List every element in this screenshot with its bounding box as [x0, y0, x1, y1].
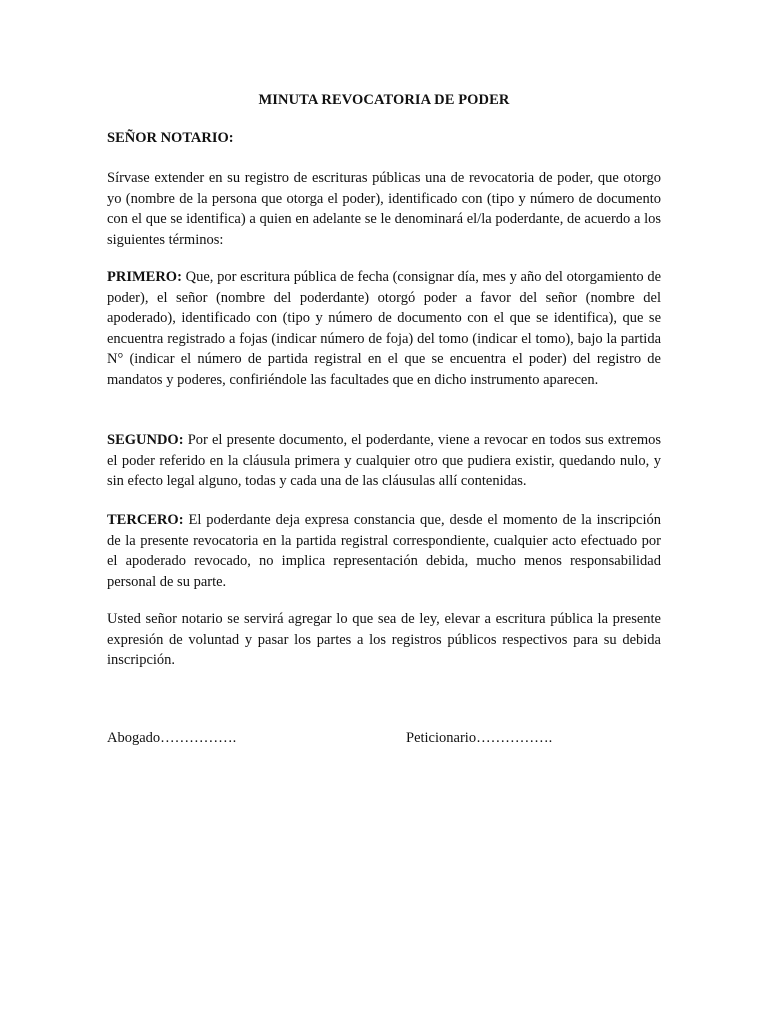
closing-paragraph — [107, 609, 661, 671]
clause-segundo — [107, 430, 661, 492]
clause-segundo-text: Por el presente documento, el poderdante, viene a revocar en todos sus extremos el poder referido en la cláusula primera y cualquier otro que pudiera existir, quedando nulo, y sin efecto legal alguno, todas y cada una de las cláusulas allí contenidas. — [107, 432, 661, 489]
clause-tercero-lead: TERCERO: — [107, 512, 184, 528]
intro-text: Sírvase extender en su registro de escrituras públicas una de revocatoria de poder, que otorgo yo (nombre de la persona que otorga el poder), identificado con (tipo y número de documento con el que se identifica) a quien en adelante se le denominará el/la poderdante, de acuerdo a los siguientes términos: — [107, 170, 661, 248]
closing-text: Usted señor notario se servirá agregar lo que sea de ley, elevar a escritura pública la presente expresión de voluntad y pasar los partes a los registros públicos respectivos para su debida inscripción. — [107, 611, 661, 668]
clause-tercero-text: El poderdante deja expresa constancia que, desde el momento de la inscripción de la presente revocatoria en la partida registral correspondiente, cualquier acto efectuado por el apoderado revocado, no implica representación debida, mucho menos responsabilidad personal de su parte. — [107, 512, 661, 590]
clause-primero — [107, 267, 661, 390]
addressee-heading: SEÑOR NOTARIO: — [107, 130, 234, 146]
document-title: MINUTA REVOCATORIA DE PODER — [258, 92, 510, 108]
intro-paragraph — [107, 168, 661, 250]
clause-primero-lead: PRIMERO: — [107, 269, 182, 285]
clause-segundo-lead: SEGUNDO: — [107, 432, 184, 448]
signature-peticionario: Peticionario……………. — [406, 730, 553, 746]
clause-primero-text: Que, por escritura pública de fecha (consignar día, mes y año del otorgamiento de poder), el señor (nombre del poderdante) otorgó poder a favor del señor (nombre del apoderado), identificado con (tipo y número de documento con el que se identifica), que se encuentra registrado a fojas (indicar número de foja) del tomo (indicar el tomo), bajo la partida N° (indicar el número de partida registral en el que se encuentra el poder) del registro de mandatos y poderes, confiriéndole las facultades que en dicho instrumento aparecen. — [107, 269, 661, 388]
clause-tercero — [107, 510, 661, 592]
signature-abogado: Abogado……………. — [107, 730, 237, 746]
